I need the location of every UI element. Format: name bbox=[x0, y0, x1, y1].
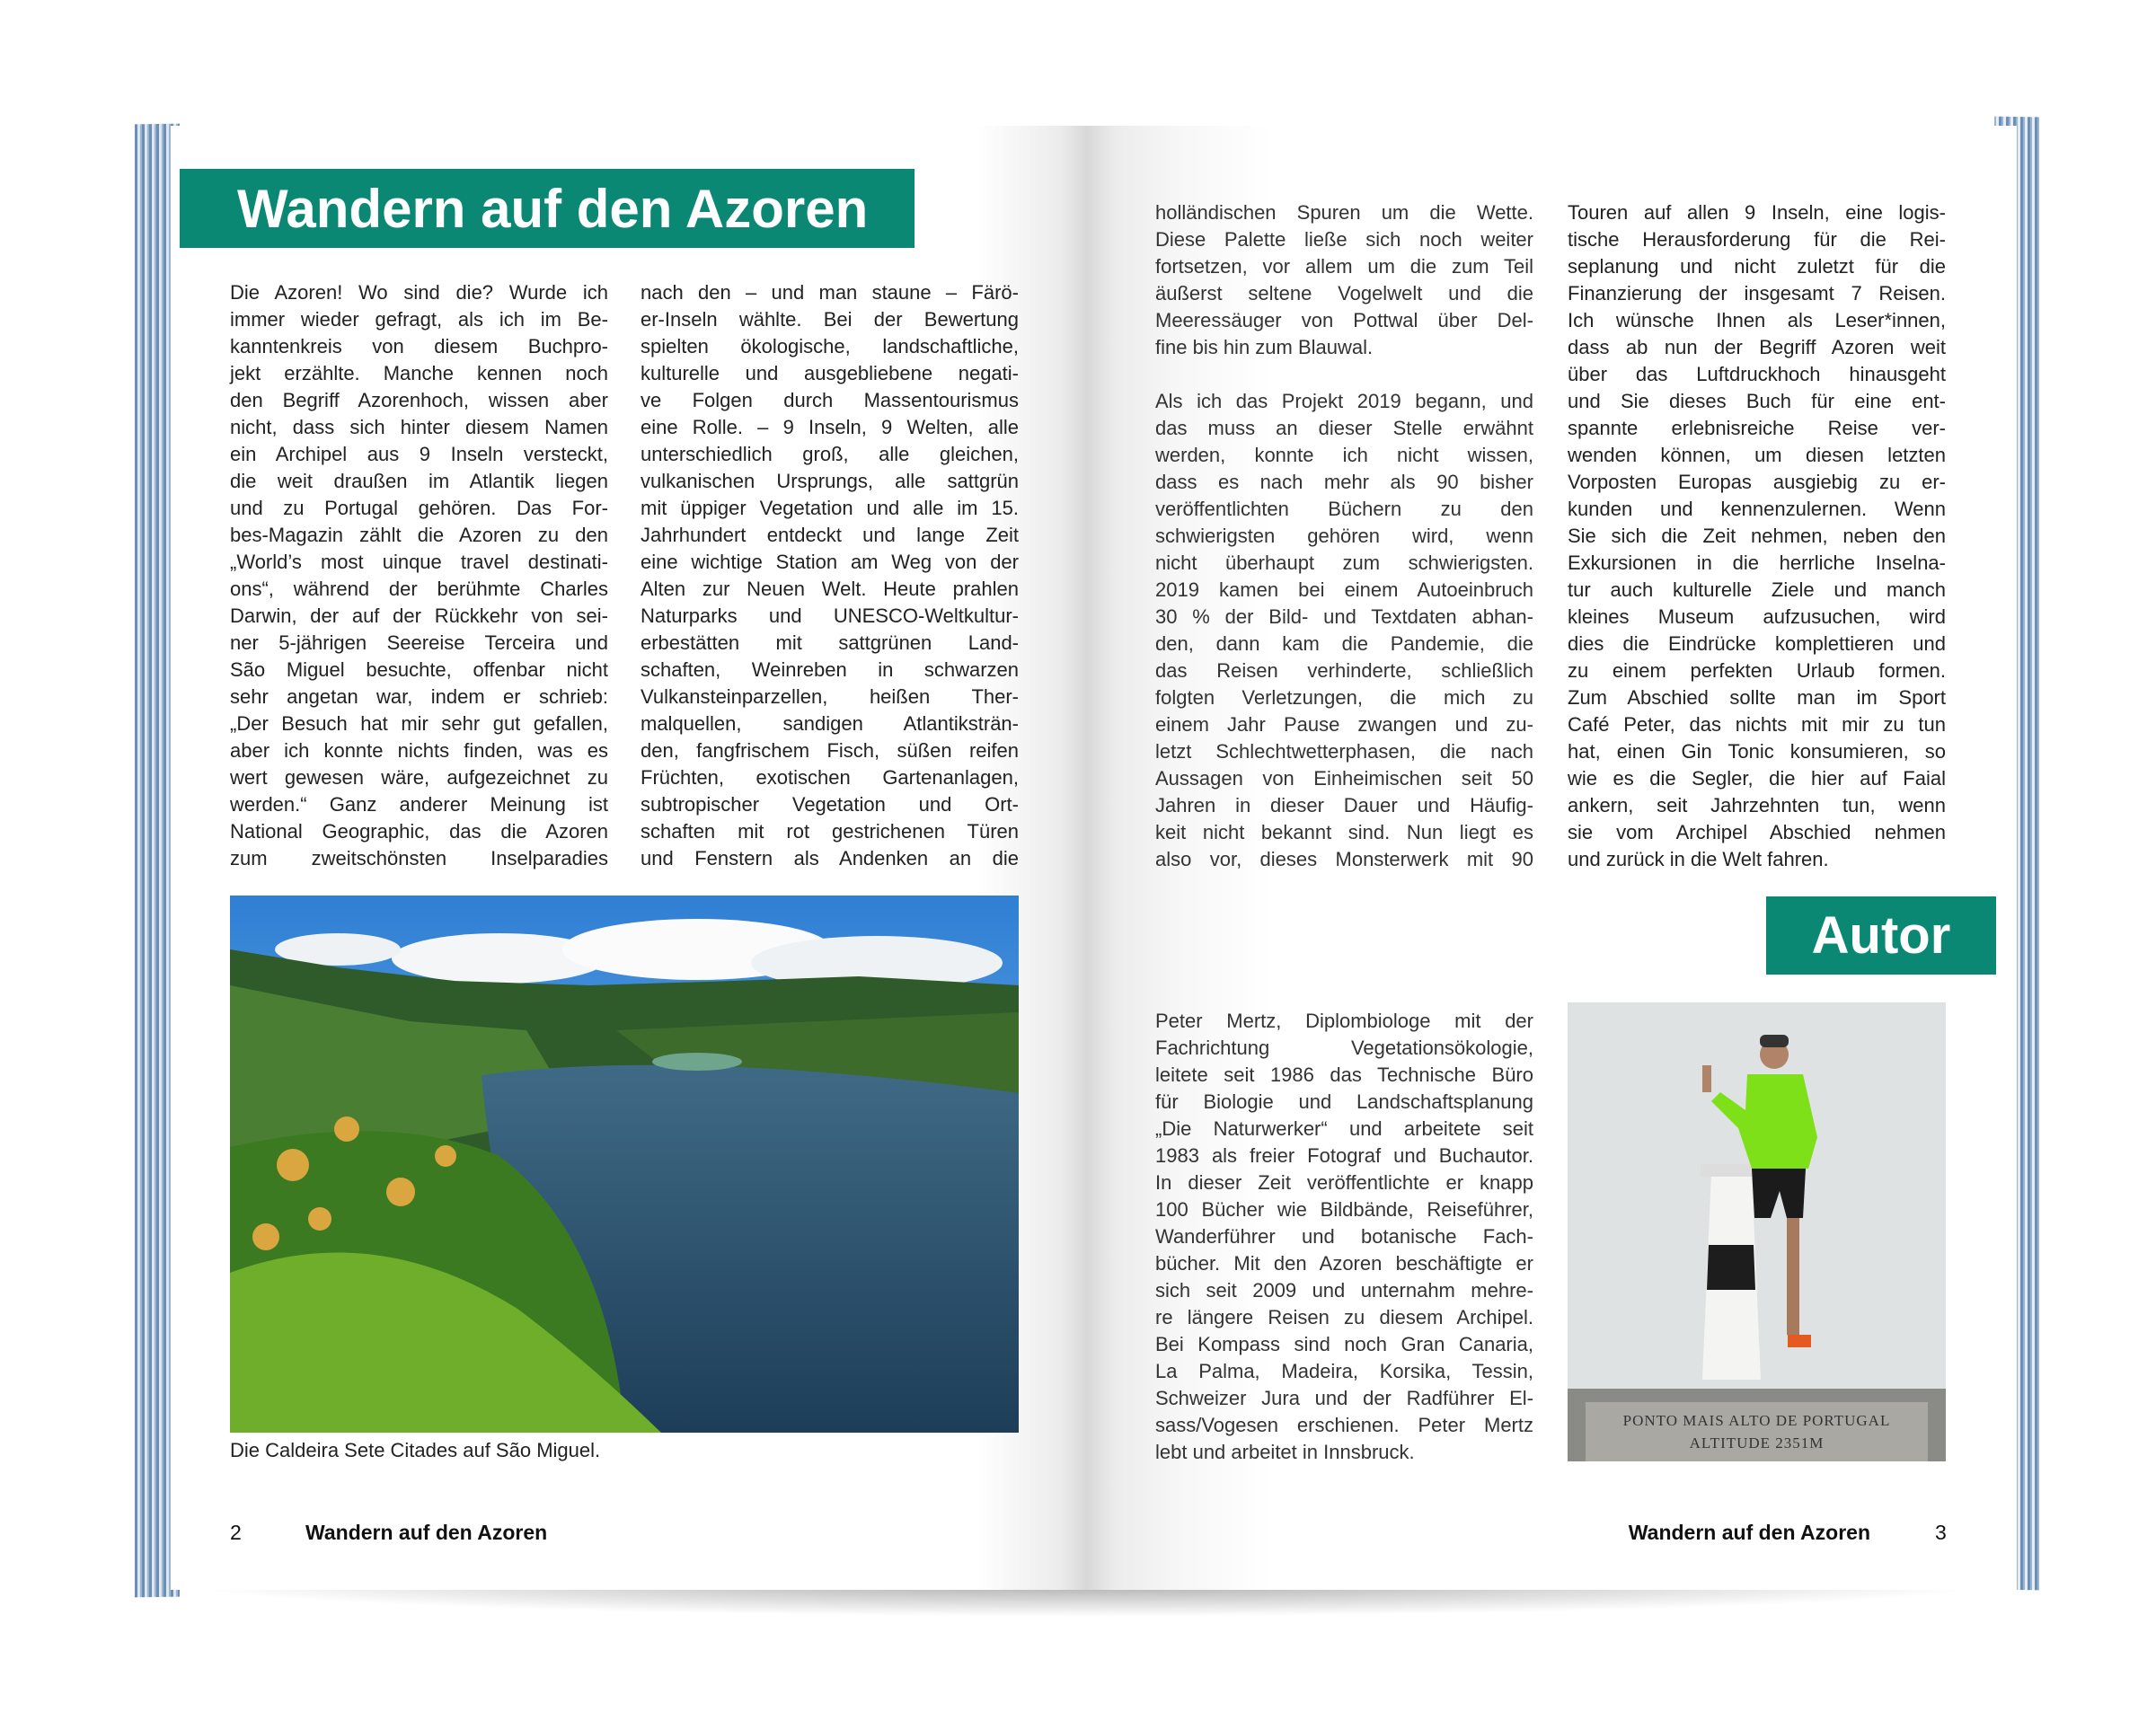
text-line: Ich wünsche Ihnen als Leser*innen, bbox=[1568, 309, 1946, 331]
right-column-2 bbox=[1568, 199, 1946, 873]
text-line: ner 5-jährigen Seereise Terceira und bbox=[230, 631, 608, 654]
page-number-left: 2 bbox=[230, 1521, 242, 1544]
text-line: also vor, dieses Monsterwerk mit 90 bbox=[1155, 848, 1533, 870]
running-head-left: Wandern auf den Azoren bbox=[305, 1521, 548, 1544]
text-line: spannte erlebnisreiche Reise ver- bbox=[1568, 417, 1946, 439]
text-line: keit nicht bekannt sind. Nun liegt es bbox=[1155, 821, 1533, 843]
text-line: re längere Reisen zu diesem Archipel. bbox=[1155, 1306, 1533, 1328]
text-line: kleines Museum aufzusuchen, wird bbox=[1568, 605, 1946, 628]
text-line: subtropischer Vegetation und Ort- bbox=[641, 793, 1019, 816]
text-line: Darwin, der auf der Rückkehr von sei- bbox=[230, 604, 608, 627]
text-line: Als ich das Projekt 2019 begann, und bbox=[1155, 390, 1533, 412]
text-line: „Der Besuch hat mir sehr gut gefallen, bbox=[230, 712, 608, 735]
text-line: leitete seit 1986 das Technische Büro bbox=[1155, 1063, 1533, 1086]
lake-photo bbox=[230, 896, 1019, 1433]
text-line: In dieser Zeit veröffentlichte er knapp bbox=[1155, 1171, 1533, 1194]
text-line: Vorposten Europas ausgiebig zu er- bbox=[1568, 471, 1946, 493]
text-line: den, dann kam die Pandemie, die bbox=[1155, 632, 1533, 655]
text-line: werden, konnte ich nicht wissen, bbox=[1155, 444, 1533, 466]
text-line: über das Luftdruckhoch hinausgeht bbox=[1568, 363, 1946, 385]
text-line: Naturparks und UNESCO-Weltkultur- bbox=[641, 604, 1019, 627]
text-line: seplanung und nicht zuletzt für die bbox=[1568, 255, 1946, 278]
text-line: immer wieder gefragt, als ich im Be- bbox=[230, 308, 608, 331]
text-line: kanntenkreis von diesem Buchpro- bbox=[230, 335, 608, 357]
text-line: letzt Schlechtwetterphasen, die nach bbox=[1155, 740, 1533, 763]
text-line: tur auch kulturelle Ziele und manch bbox=[1568, 578, 1946, 601]
text-line: Exkursionen in die herrliche Inselna- bbox=[1568, 552, 1946, 574]
text-line: und zu Portugal gehören. Das For- bbox=[230, 497, 608, 519]
text-line: malquellen, sandigen Atlantiksträn- bbox=[641, 712, 1019, 735]
text-line: den Begriff Azorenhoch, wissen aber bbox=[230, 389, 608, 411]
text-line: eine wichtige Station am Weg von der bbox=[641, 551, 1019, 573]
text-line: das Reisen verhinderte, schließlich bbox=[1155, 659, 1533, 682]
text-line: einem Jahr Pause zwangen und zu- bbox=[1155, 713, 1533, 736]
left-column-2 bbox=[641, 279, 1019, 872]
text-line: São Miguel besuchte, offenbar nicht bbox=[230, 658, 608, 681]
text-line: „Die Naturwerker“ und arbeitete seit bbox=[1155, 1117, 1533, 1140]
text-line: nach den – und man staune – Färö- bbox=[641, 281, 1019, 304]
text-line: fortsetzen, vor allem um die zum Teil bbox=[1155, 255, 1533, 278]
summit-sign-line2: ALTITUDE 2351M bbox=[1689, 1434, 1825, 1452]
paragraph-gap bbox=[1155, 361, 1533, 388]
left-column-1 bbox=[230, 279, 608, 872]
photo-caption: Die Caldeira Sete Citades auf São Miguel. bbox=[230, 1439, 601, 1461]
text-line: zum zweitschönsten Inselparadies bbox=[230, 847, 608, 869]
text-line: aber ich konnte nichts finden, was es bbox=[230, 739, 608, 762]
author-heading: Autor bbox=[1766, 896, 1996, 975]
text-line: hat, einen Gin Tonic konsumieren, so bbox=[1568, 740, 1946, 763]
text-line: tische Herausforderung für die Rei- bbox=[1568, 228, 1946, 251]
text-line: Sie sich die Zeit nehmen, neben den bbox=[1568, 525, 1946, 547]
text-line: bücher. Mit den Azoren beschäftigte er bbox=[1155, 1252, 1533, 1275]
text-line: 2019 kamen bei einem Autoeinbruch bbox=[1155, 578, 1533, 601]
text-line: den, fangfrischem Fisch, süßen reifen bbox=[641, 739, 1019, 762]
page-number-right: 3 bbox=[1935, 1521, 1947, 1544]
text-line: fine bis hin zum Blauwal. bbox=[1155, 336, 1374, 358]
text-line: er-Inseln wählte. Bei der Bewertung bbox=[641, 308, 1019, 331]
text-line: wert gewesen wäre, aufgezeichnet zu bbox=[230, 766, 608, 789]
text-line: und Fenstern als Andenken an die bbox=[641, 847, 1019, 869]
text-line: werden.“ Ganz anderer Meinung ist bbox=[230, 793, 608, 816]
text-line: Diese Palette ließe sich noch weiter bbox=[1155, 228, 1533, 251]
text-line: Fachrichtung Vegetationsökologie, bbox=[1155, 1037, 1533, 1059]
text-line: spielten ökologische, landschaftliche, bbox=[641, 335, 1019, 357]
text-line: Alten zur Neuen Welt. Heute prahlen bbox=[641, 578, 1019, 600]
text-line: Wanderführer und botanische Fach- bbox=[1155, 1225, 1533, 1248]
text-line: National Geographic, das die Azoren bbox=[230, 820, 608, 843]
text-line: eine Rolle. – 9 Inseln, 9 Welten, alle bbox=[641, 416, 1019, 438]
text-line: lebt und arbeitet in Innsbruck. bbox=[1155, 1441, 1415, 1463]
text-line: Früchten, exotischen Gartenanlagen, bbox=[641, 766, 1019, 789]
text-line: Meeressäuger von Pottwal über Del- bbox=[1155, 309, 1533, 331]
text-line: ons“, während der berühmte Charles bbox=[230, 578, 608, 600]
text-line: 30 % der Bild- und Textdaten abhan- bbox=[1155, 605, 1533, 628]
text-line: Touren auf allen 9 Inseln, eine logis- bbox=[1568, 201, 1946, 224]
text-line: kulturelle und ausgebliebene negati- bbox=[641, 362, 1019, 384]
text-line: für Biologie und Landschaftsplanung bbox=[1155, 1090, 1533, 1113]
summit-sign-line1: PONTO MAIS ALTO DE PORTUGAL bbox=[1622, 1412, 1891, 1429]
text-line: schwierigsten gehören wird, wenn bbox=[1155, 525, 1533, 547]
text-line: die weit draußen im Atlantik liegen bbox=[230, 470, 608, 492]
text-line: Jahrhundert entdeckt und lange Zeit bbox=[641, 524, 1019, 546]
text-line: holländischen Spuren um die Wette. bbox=[1155, 201, 1533, 224]
text-line: Jahren in dieser Dauer und Häufig- bbox=[1155, 794, 1533, 816]
text-line: dass ab nun der Begriff Azoren weit bbox=[1568, 336, 1946, 358]
author-bio bbox=[1155, 1008, 1533, 1466]
text-line: das muss an dieser Stelle erwähnt bbox=[1155, 417, 1533, 439]
text-line: jekt erzählte. Manche kennen noch bbox=[230, 362, 608, 384]
text-line: wenden können, um diesen letzten bbox=[1568, 444, 1946, 466]
text-line: Vulkansteinparzellen, heißen Ther- bbox=[641, 685, 1019, 708]
text-line: unterschiedlich groß, alle gleichen, bbox=[641, 443, 1019, 465]
text-line: kunden und kennenzulernen. Wenn bbox=[1568, 498, 1946, 520]
running-head-right: Wandern auf den Azoren bbox=[1628, 1521, 1870, 1544]
text-line: sich seit 2009 und unternahm mehre- bbox=[1155, 1279, 1533, 1302]
text-line: folgten Verletzungen, die mich zu bbox=[1155, 686, 1533, 709]
text-line: vulkanischen Ursprungs, alle sattgrün bbox=[641, 470, 1019, 492]
text-line: 1983 als freier Fotograf und Buchautor. bbox=[1155, 1144, 1533, 1167]
text-line: und zurück in die Welt fahren. bbox=[1568, 848, 1829, 870]
text-line: Bei Kompass sind noch Gran Canaria, bbox=[1155, 1333, 1533, 1355]
text-line: La Palma, Madeira, Korsika, Tessin, bbox=[1155, 1360, 1533, 1382]
text-line: ve Folgen durch Massentourismus bbox=[641, 389, 1019, 411]
author-photo bbox=[1568, 1002, 1946, 1461]
text-line: Schweizer Jura und der Radführer El- bbox=[1155, 1387, 1533, 1409]
text-line: „World’s most uinque travel destinati- bbox=[230, 551, 608, 573]
caldeira-landscape-image bbox=[230, 896, 1019, 1433]
text-line: Café Peter, das nichts mit mir zu tun bbox=[1568, 713, 1946, 736]
text-line: sie vom Archipel Abschied nehmen bbox=[1568, 821, 1946, 843]
text-line: nicht überhaupt zum schwierigsten. bbox=[1155, 552, 1533, 574]
text-line: Finanzierung der insgesamt 7 Reisen. bbox=[1568, 282, 1946, 304]
text-line: sass/Vogesen erschienen. Peter Mertz bbox=[1155, 1414, 1533, 1436]
text-line: äußerst seltene Vogelwelt und die bbox=[1155, 282, 1533, 304]
text-line: 100 Bücher wie Bildbände, Reiseführer, bbox=[1155, 1198, 1533, 1221]
text-line: ein Archipel aus 9 Inseln versteckt, bbox=[230, 443, 608, 465]
text-line: schaften mit rot gestrichenen Türen bbox=[641, 820, 1019, 843]
text-line: Aussagen von Einheimischen seit 50 bbox=[1155, 767, 1533, 790]
text-line: Peter Mertz, Diplombiologe mit der bbox=[1155, 1010, 1533, 1032]
author-portrait-image bbox=[1568, 1002, 1946, 1461]
text-line: Zum Abschied sollte man im Sport bbox=[1568, 686, 1946, 709]
right-column-1 bbox=[1155, 199, 1533, 873]
text-line: schaften, Weinreben in schwarzen bbox=[641, 658, 1019, 681]
text-line: dass es nach mehr als 90 bisher bbox=[1155, 471, 1533, 493]
text-line: nicht, dass sich hinter diesem Namen bbox=[230, 416, 608, 438]
text-line: dies die Eindrücke komplettieren und bbox=[1568, 632, 1946, 655]
text-line: ankern, seit Jahrzehnten tun, wenn bbox=[1568, 794, 1946, 816]
text-line: veröffentlichten Büchern zu den bbox=[1155, 498, 1533, 520]
text-line: sehr angetan war, indem er schrieb: bbox=[230, 685, 608, 708]
text-line: erbestätten mit sattgrünen Land- bbox=[641, 631, 1019, 654]
text-line: und Sie dieses Buch für eine ent- bbox=[1568, 390, 1946, 412]
text-line: zu einem perfekten Urlaub formen. bbox=[1568, 659, 1946, 682]
chapter-title: Wandern auf den Azoren bbox=[180, 169, 915, 248]
text-line: wie es die Segler, die hier auf Faial bbox=[1568, 767, 1946, 790]
text-line: bes-Magazin zählt die Azoren zu den bbox=[230, 524, 608, 546]
text-line: mit üppiger Vegetation und alle im 15. bbox=[641, 497, 1019, 519]
text-line: Die Azoren! Wo sind die? Wurde ich bbox=[230, 281, 608, 304]
